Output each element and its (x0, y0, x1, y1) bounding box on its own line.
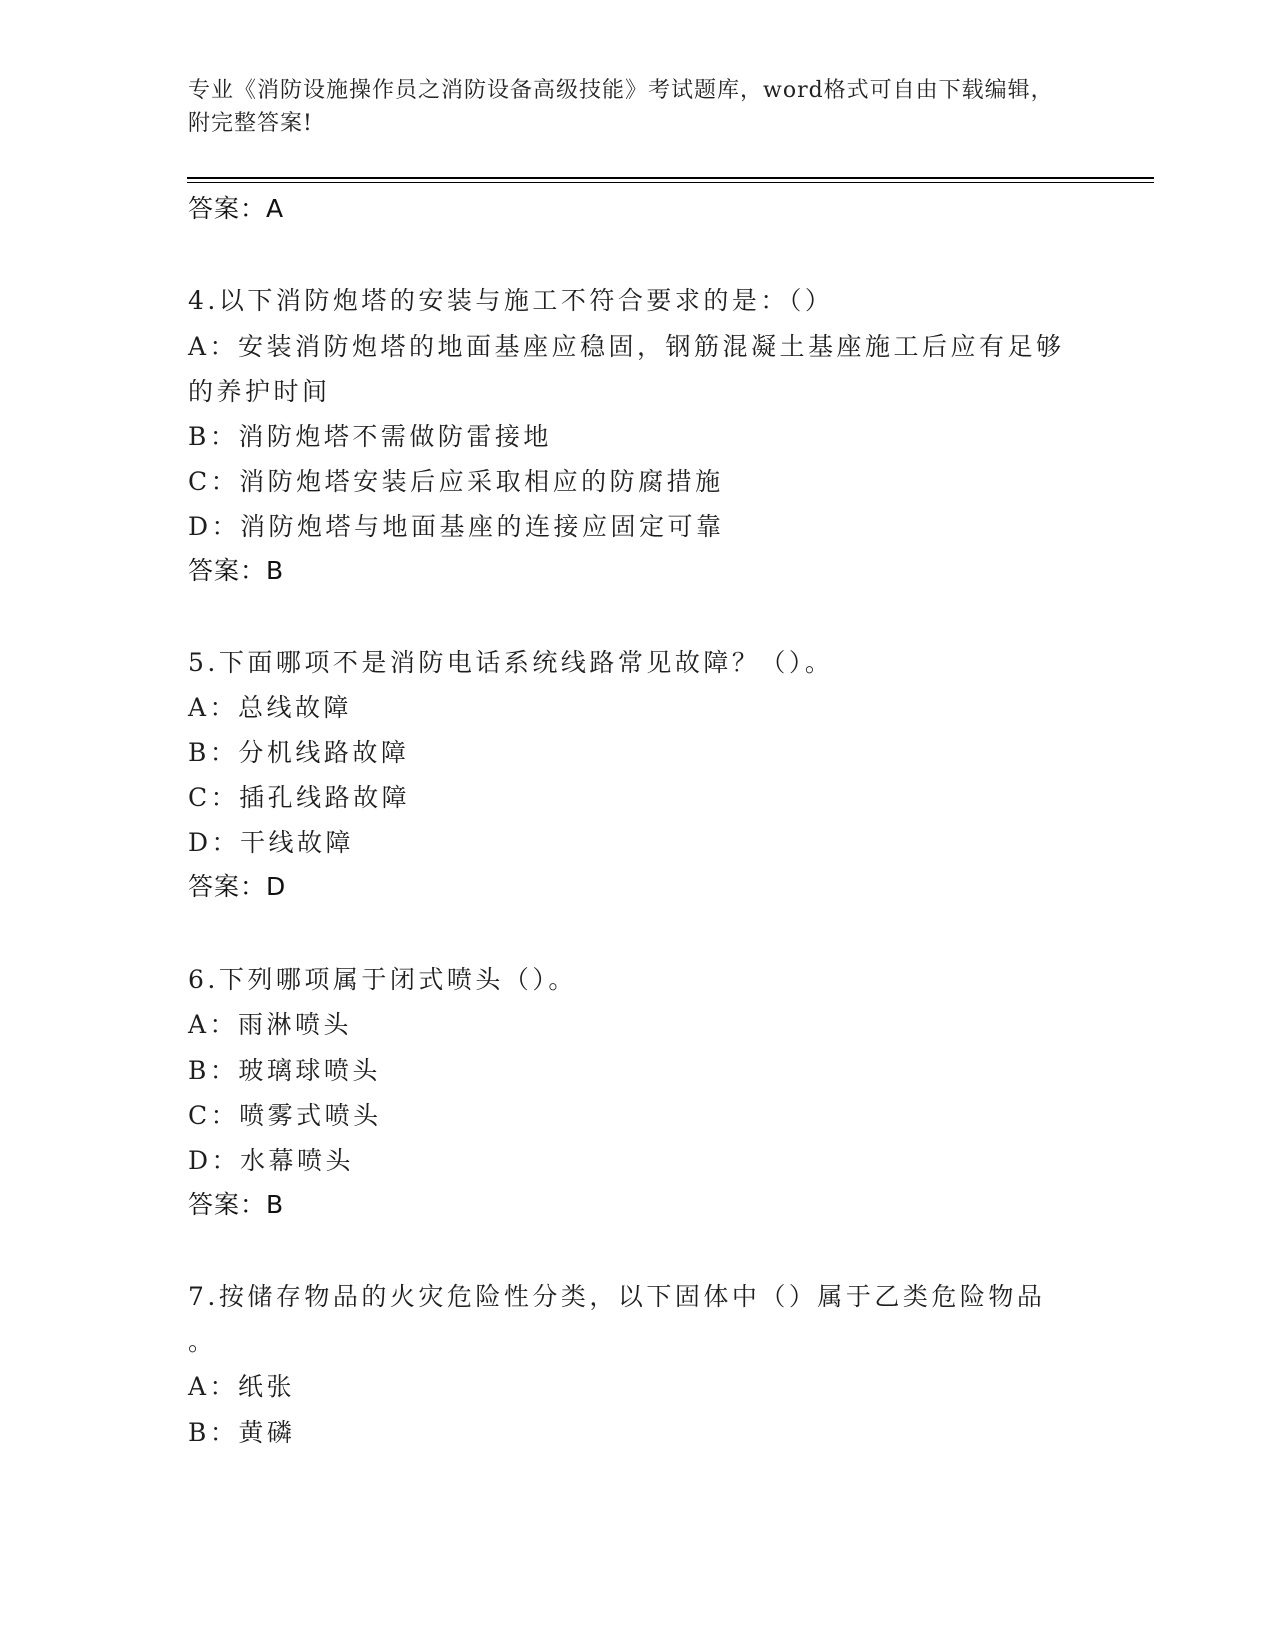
answer-q5: 答案：D (188, 872, 287, 901)
question-4-option-a: A：安装消防炮塔的地面基座应稳固，钢筋混凝土基座施工后应有足够 (188, 332, 1065, 361)
question-4-option-a-cont: 的养护时间 (188, 377, 331, 406)
question-4-stem: 4.以下消防炮塔的安装与施工不符合要求的是：（） (188, 286, 834, 315)
question-4-option-b: B：消防炮塔不需做防雷接地 (188, 422, 552, 451)
question-5-option-b: B：分机线路故障 (188, 738, 410, 767)
question-7-stem: 7.按储存物品的火灾危险性分类，以下固体中（）属于乙类危险物品 (188, 1282, 1046, 1311)
header-divider-thick (187, 177, 1154, 179)
page-header: 专业《消防设施操作员之消防设备高级技能》考试题库，word格式可自由下载编辑，附完整答案! (188, 78, 1054, 136)
question-7-stem-cont: 。 (188, 1327, 217, 1356)
header-divider-thin (187, 182, 1154, 183)
question-6-option-a: A：雨淋喷头 (188, 1010, 353, 1039)
answer-q4: 答案：B (188, 556, 285, 585)
question-5-option-c: C：插孔线路故障 (188, 783, 411, 812)
question-7-option-b: B：黄磷 (188, 1418, 296, 1447)
question-5-option-a: A：总线故障 (188, 693, 353, 722)
question-4-option-d: D：消防炮塔与地面基座的连接应固定可靠 (188, 512, 725, 541)
question-5-stem: 5.下面哪项不是消防电话系统线路常见故障？（）。 (188, 648, 834, 677)
question-6-option-c: C：喷雾式喷头 (188, 1101, 382, 1130)
question-6-option-d: D：水幕喷头 (188, 1146, 355, 1175)
question-6-option-b: B：玻璃球喷头 (188, 1056, 381, 1085)
answer-q3: 答案：A (188, 194, 285, 223)
question-7-option-a: A：纸张 (188, 1372, 296, 1401)
question-5-option-d: D：干线故障 (188, 828, 355, 857)
question-4-option-c: C：消防炮塔安装后应采取相应的防腐措施 (188, 467, 724, 496)
question-6-stem: 6.下列哪项属于闭式喷头（）。 (188, 965, 577, 994)
answer-q6: 答案：B (188, 1190, 285, 1219)
